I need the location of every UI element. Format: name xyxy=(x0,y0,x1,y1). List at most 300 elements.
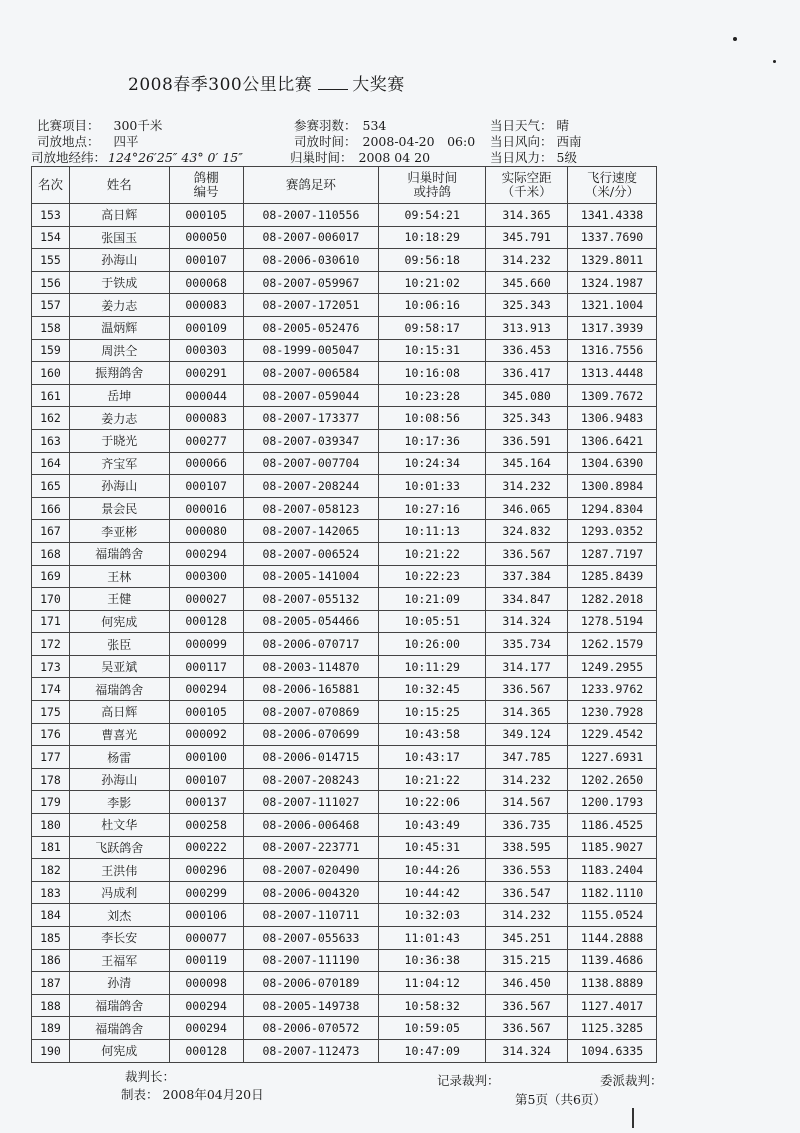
header-rank: 名次 xyxy=(32,167,70,204)
cell-rank: 186 xyxy=(32,949,70,972)
cell-return-time: 10:45:31 xyxy=(379,836,486,859)
table-row xyxy=(32,588,657,611)
cell-return-time: 10:15:31 xyxy=(379,339,486,362)
cell-distance: 345.660 xyxy=(486,271,568,294)
cell-ring-no: 08-2007-020490 xyxy=(243,859,379,882)
cell-loft-no: 000016 xyxy=(169,497,243,520)
page-title xyxy=(128,70,405,95)
cell-name: 高日辉 xyxy=(69,204,169,227)
cell-name: 温炳辉 xyxy=(69,316,169,339)
cell-name: 张国玉 xyxy=(69,226,169,249)
weather-value: 晴 xyxy=(556,118,570,133)
cell-distance: 345.791 xyxy=(486,226,568,249)
table-row xyxy=(32,655,657,678)
cell-name: 福瑞鸽舍 xyxy=(69,678,169,701)
cell-distance: 346.065 xyxy=(486,497,568,520)
cell-rank: 171 xyxy=(32,610,70,633)
cell-rank: 169 xyxy=(32,565,70,588)
cell-ring-no: 08-2007-111190 xyxy=(243,949,379,972)
cell-loft-no: 000027 xyxy=(169,588,243,611)
cell-rank: 190 xyxy=(32,1039,70,1062)
cell-speed: 1127.4017 xyxy=(568,994,657,1017)
cell-return-time: 10:44:26 xyxy=(379,859,486,882)
cell-return-time: 10:21:02 xyxy=(379,271,486,294)
race-item-label: 比赛项目： xyxy=(37,118,100,133)
release-time-label: 司放时间： xyxy=(294,134,357,149)
cell-rank: 172 xyxy=(32,633,70,656)
cell-speed: 1094.6335 xyxy=(568,1039,657,1062)
header-loft-no: 鸽棚 编号 xyxy=(169,167,243,204)
cell-distance: 345.251 xyxy=(486,927,568,950)
release-place-label: 司放地点： xyxy=(37,134,100,149)
cell-loft-no: 000083 xyxy=(169,407,243,430)
table-row xyxy=(32,723,657,746)
return-time-label: 归巢时间： xyxy=(290,150,353,165)
cell-rank: 167 xyxy=(32,520,70,543)
cell-return-time: 10:11:29 xyxy=(379,655,486,678)
cell-rank: 176 xyxy=(32,723,70,746)
cell-name: 飞跃鸽舍 xyxy=(69,836,169,859)
cell-rank: 163 xyxy=(32,429,70,452)
cell-speed: 1183.2404 xyxy=(568,859,657,882)
cell-ring-no: 08-2007-059967 xyxy=(243,271,379,294)
cell-speed: 1227.6931 xyxy=(568,746,657,769)
cell-name: 孙海山 xyxy=(69,475,169,498)
cell-distance: 314.232 xyxy=(486,249,568,272)
table-row xyxy=(32,1017,657,1040)
cell-rank: 153 xyxy=(32,204,70,227)
cell-loft-no: 000294 xyxy=(169,994,243,1017)
cell-rank: 179 xyxy=(32,791,70,814)
cell-distance: 314.365 xyxy=(486,204,568,227)
cell-speed: 1155.0524 xyxy=(568,904,657,927)
cell-return-time: 10:32:03 xyxy=(379,904,486,927)
return-time-value: 2008 04 20 xyxy=(358,150,431,165)
scan-speck xyxy=(773,60,776,63)
cell-distance: 314.232 xyxy=(486,475,568,498)
cell-loft-no: 000106 xyxy=(169,904,243,927)
cell-return-time: 10:27:16 xyxy=(379,497,486,520)
record-referee: 记录裁判： xyxy=(437,1073,500,1088)
header-name: 姓名 xyxy=(69,167,169,204)
table-row xyxy=(32,294,657,317)
cell-speed: 1182.1110 xyxy=(568,881,657,904)
cell-speed: 1309.7672 xyxy=(568,384,657,407)
cell-distance: 314.177 xyxy=(486,655,568,678)
table-row xyxy=(32,836,657,859)
table-row xyxy=(32,475,657,498)
cell-name: 福瑞鸽舍 xyxy=(69,542,169,565)
cell-rank: 183 xyxy=(32,881,70,904)
cell-distance: 337.384 xyxy=(486,565,568,588)
cell-ring-no: 08-2006-014715 xyxy=(243,746,379,769)
cell-return-time: 10:11:13 xyxy=(379,520,486,543)
table-row xyxy=(32,791,657,814)
cell-loft-no: 000092 xyxy=(169,723,243,746)
cell-speed: 1233.9762 xyxy=(568,678,657,701)
cell-speed: 1230.7928 xyxy=(568,701,657,724)
table-row xyxy=(32,814,657,837)
cell-return-time: 10:16:08 xyxy=(379,362,486,385)
cell-name: 孙海山 xyxy=(69,768,169,791)
cell-rank: 180 xyxy=(32,814,70,837)
weather-label: 当日天气： xyxy=(490,118,553,133)
cell-loft-no: 000100 xyxy=(169,746,243,769)
cell-speed: 1249.2955 xyxy=(568,655,657,678)
cell-name: 王洪伟 xyxy=(69,859,169,882)
cell-distance: 336.567 xyxy=(486,1017,568,1040)
cell-speed: 1229.4542 xyxy=(568,723,657,746)
table-row xyxy=(32,927,657,950)
cell-name: 吴亚斌 xyxy=(69,655,169,678)
cell-ring-no: 08-2007-110556 xyxy=(243,204,379,227)
table-row xyxy=(32,972,657,995)
cell-speed: 1294.8304 xyxy=(568,497,657,520)
cell-ring-no: 08-2006-004320 xyxy=(243,881,379,904)
cell-speed: 1262.1579 xyxy=(568,633,657,656)
cell-speed: 1317.3939 xyxy=(568,316,657,339)
cell-return-time: 09:58:17 xyxy=(379,316,486,339)
table-row xyxy=(32,678,657,701)
cell-ring-no: 08-2005-141004 xyxy=(243,565,379,588)
cell-distance: 314.324 xyxy=(486,610,568,633)
cell-ring-no: 08-2007-173377 xyxy=(243,407,379,430)
cell-rank: 158 xyxy=(32,316,70,339)
cell-speed: 1282.2018 xyxy=(568,588,657,611)
cell-return-time: 11:04:12 xyxy=(379,972,486,995)
cell-loft-no: 000117 xyxy=(169,655,243,678)
cell-rank: 177 xyxy=(32,746,70,769)
cell-rank: 170 xyxy=(32,588,70,611)
race-item-value: 300千米 xyxy=(113,118,163,133)
cell-ring-no: 08-2007-223771 xyxy=(243,836,379,859)
table-row xyxy=(32,339,657,362)
cell-rank: 181 xyxy=(32,836,70,859)
cell-distance: 336.417 xyxy=(486,362,568,385)
table-row xyxy=(32,226,657,249)
cell-ring-no: 08-2007-055633 xyxy=(243,927,379,950)
cell-ring-no: 08-2007-039347 xyxy=(243,429,379,452)
cell-name: 张臣 xyxy=(69,633,169,656)
cell-speed: 1185.9027 xyxy=(568,836,657,859)
cell-name: 何宪成 xyxy=(69,1039,169,1062)
table-row xyxy=(32,565,657,588)
cell-loft-no: 000303 xyxy=(169,339,243,362)
cell-ring-no: 08-2007-055132 xyxy=(243,588,379,611)
table-row xyxy=(32,949,657,972)
cell-return-time: 10:23:28 xyxy=(379,384,486,407)
cell-return-time: 10:21:22 xyxy=(379,542,486,565)
cell-rank: 175 xyxy=(32,701,70,724)
cell-name: 振翔鸽舍 xyxy=(69,362,169,385)
table-row xyxy=(32,904,657,927)
cell-loft-no: 000050 xyxy=(169,226,243,249)
cell-return-time: 10:06:16 xyxy=(379,294,486,317)
cell-name: 刘杰 xyxy=(69,904,169,927)
cell-loft-no: 000222 xyxy=(169,836,243,859)
cell-loft-no: 000099 xyxy=(169,633,243,656)
table-header-row xyxy=(32,167,657,204)
title-suffix: 大奖赛 xyxy=(352,75,405,95)
cell-rank: 156 xyxy=(32,271,70,294)
cell-return-time: 10:47:09 xyxy=(379,1039,486,1062)
cell-ring-no: 08-2006-070699 xyxy=(243,723,379,746)
cell-ring-no: 08-2007-007704 xyxy=(243,452,379,475)
cell-speed: 1304.6390 xyxy=(568,452,657,475)
cell-rank: 165 xyxy=(32,475,70,498)
cell-speed: 1306.9483 xyxy=(568,407,657,430)
cell-loft-no: 000109 xyxy=(169,316,243,339)
cell-rank: 161 xyxy=(32,384,70,407)
cell-ring-no: 08-2007-070869 xyxy=(243,701,379,724)
cell-speed: 1202.2650 xyxy=(568,768,657,791)
cell-distance: 345.080 xyxy=(486,384,568,407)
cell-rank: 164 xyxy=(32,452,70,475)
cell-speed: 1313.4448 xyxy=(568,362,657,385)
cell-distance: 325.343 xyxy=(486,294,568,317)
cell-loft-no: 000068 xyxy=(169,271,243,294)
cell-name: 姜力志 xyxy=(69,407,169,430)
cell-distance: 336.735 xyxy=(486,814,568,837)
cell-speed: 1306.6421 xyxy=(568,429,657,452)
cell-rank: 160 xyxy=(32,362,70,385)
wind-dir-value: 西南 xyxy=(556,134,582,149)
header-speed: 飞行速度 （米/分） xyxy=(568,167,657,204)
cell-loft-no: 000128 xyxy=(169,610,243,633)
cell-distance: 314.232 xyxy=(486,904,568,927)
cell-rank: 185 xyxy=(32,927,70,950)
cell-loft-no: 000299 xyxy=(169,881,243,904)
cell-rank: 173 xyxy=(32,655,70,678)
cell-distance: 324.832 xyxy=(486,520,568,543)
cell-speed: 1186.4525 xyxy=(568,814,657,837)
cell-speed: 1200.1793 xyxy=(568,791,657,814)
cell-name: 高日辉 xyxy=(69,701,169,724)
cell-ring-no: 08-2007-006584 xyxy=(243,362,379,385)
cell-return-time: 10:43:17 xyxy=(379,746,486,769)
table-row xyxy=(32,249,657,272)
cell-ring-no: 08-2007-112473 xyxy=(243,1039,379,1062)
cell-name: 杨雷 xyxy=(69,746,169,769)
coords-label: 司放地经纬： xyxy=(31,150,107,165)
cell-name: 姜力志 xyxy=(69,294,169,317)
cell-loft-no: 000107 xyxy=(169,249,243,272)
cell-distance: 336.547 xyxy=(486,881,568,904)
cell-loft-no: 000044 xyxy=(169,384,243,407)
cell-loft-no: 000277 xyxy=(169,429,243,452)
cell-name: 何宪成 xyxy=(69,610,169,633)
cell-rank: 168 xyxy=(32,542,70,565)
table-row xyxy=(32,429,657,452)
cell-distance: 345.164 xyxy=(486,452,568,475)
table-row xyxy=(32,452,657,475)
cell-ring-no: 08-2007-142065 xyxy=(243,520,379,543)
cell-return-time: 10:01:33 xyxy=(379,475,486,498)
table-row xyxy=(32,701,657,724)
cell-ring-no: 08-2007-208244 xyxy=(243,475,379,498)
cell-speed: 1329.8011 xyxy=(568,249,657,272)
cell-loft-no: 000128 xyxy=(169,1039,243,1062)
table-row xyxy=(32,362,657,385)
table-row xyxy=(32,520,657,543)
cell-ring-no: 08-2007-059044 xyxy=(243,384,379,407)
table-row xyxy=(32,610,657,633)
cell-loft-no: 000105 xyxy=(169,701,243,724)
header-ring-no: 赛鸽足环 xyxy=(243,167,379,204)
wind-force xyxy=(490,148,577,166)
cell-loft-no: 000098 xyxy=(169,972,243,995)
cell-rank: 184 xyxy=(32,904,70,927)
wind-force-value: 5级 xyxy=(556,150,577,165)
cell-name: 于晓光 xyxy=(69,429,169,452)
cell-return-time: 10:08:56 xyxy=(379,407,486,430)
cell-name: 齐宝军 xyxy=(69,452,169,475)
cell-return-time: 10:32:45 xyxy=(379,678,486,701)
cell-ring-no: 08-2007-058123 xyxy=(243,497,379,520)
cell-ring-no: 08-2005-054466 xyxy=(243,610,379,633)
prepared-by xyxy=(121,1085,264,1103)
table-row xyxy=(32,384,657,407)
cell-ring-no: 08-2006-070189 xyxy=(243,972,379,995)
cell-distance: 315.215 xyxy=(486,949,568,972)
cell-distance: 336.591 xyxy=(486,429,568,452)
header-return-time: 归巢时间 或持鸽 xyxy=(379,167,486,204)
cell-ring-no: 08-2006-070717 xyxy=(243,633,379,656)
cell-rank: 188 xyxy=(32,994,70,1017)
coords-value: 124°26′25″ 43° 0′ 15″ xyxy=(108,150,243,165)
cell-speed: 1139.4686 xyxy=(568,949,657,972)
cell-rank: 155 xyxy=(32,249,70,272)
cell-loft-no: 000300 xyxy=(169,565,243,588)
cell-return-time: 10:21:22 xyxy=(379,768,486,791)
cell-return-time: 10:59:05 xyxy=(379,1017,486,1040)
cell-return-time: 10:17:36 xyxy=(379,429,486,452)
cell-return-time: 10:58:32 xyxy=(379,994,486,1017)
cell-speed: 1341.4338 xyxy=(568,204,657,227)
cell-distance: 314.324 xyxy=(486,1039,568,1062)
cell-loft-no: 000296 xyxy=(169,859,243,882)
dispatch-referee: 委派裁判： xyxy=(600,1073,663,1088)
cell-return-time: 10:05:51 xyxy=(379,610,486,633)
cell-loft-no: 000294 xyxy=(169,542,243,565)
cell-name: 杜文华 xyxy=(69,814,169,837)
cell-return-time: 09:56:18 xyxy=(379,249,486,272)
cell-distance: 336.567 xyxy=(486,542,568,565)
cell-rank: 157 xyxy=(32,294,70,317)
cell-distance: 349.124 xyxy=(486,723,568,746)
cell-rank: 166 xyxy=(32,497,70,520)
cell-return-time: 10:43:58 xyxy=(379,723,486,746)
cell-loft-no: 000066 xyxy=(169,452,243,475)
cell-return-time: 10:36:38 xyxy=(379,949,486,972)
cell-distance: 346.450 xyxy=(486,972,568,995)
cell-rank: 189 xyxy=(32,1017,70,1040)
cell-name: 王健 xyxy=(69,588,169,611)
cell-loft-no: 000291 xyxy=(169,362,243,385)
cell-distance: 314.567 xyxy=(486,791,568,814)
cell-loft-no: 000083 xyxy=(169,294,243,317)
cell-name: 福瑞鸽舍 xyxy=(69,1017,169,1040)
cell-ring-no: 08-2006-006468 xyxy=(243,814,379,837)
cell-return-time: 10:22:06 xyxy=(379,791,486,814)
cell-return-time: 10:22:23 xyxy=(379,565,486,588)
cell-name: 周洪仝 xyxy=(69,339,169,362)
table-row xyxy=(32,881,657,904)
cell-ring-no: 08-2007-110711 xyxy=(243,904,379,927)
table-row xyxy=(32,497,657,520)
entries-value: 534 xyxy=(362,118,387,133)
cell-distance: 314.365 xyxy=(486,701,568,724)
cell-loft-no: 000294 xyxy=(169,678,243,701)
cell-loft-no: 000080 xyxy=(169,520,243,543)
cell-speed: 1125.3285 xyxy=(568,1017,657,1040)
page-number: 第5页（共6页） xyxy=(515,1092,606,1107)
table-row xyxy=(32,204,657,227)
cell-ring-no: 08-2007-172051 xyxy=(243,294,379,317)
cell-name: 李长安 xyxy=(69,927,169,950)
cell-ring-no: 08-2007-006524 xyxy=(243,542,379,565)
cell-loft-no: 000258 xyxy=(169,814,243,837)
cell-distance: 347.785 xyxy=(486,746,568,769)
table-row xyxy=(32,542,657,565)
cell-rank: 162 xyxy=(32,407,70,430)
cell-speed: 1144.2888 xyxy=(568,927,657,950)
cell-name: 王福军 xyxy=(69,949,169,972)
cell-speed: 1300.8984 xyxy=(568,475,657,498)
prepared-label: 制表： xyxy=(121,1087,159,1102)
return-time xyxy=(290,148,430,166)
cell-speed: 1278.5194 xyxy=(568,610,657,633)
cell-speed: 1324.1987 xyxy=(568,271,657,294)
cell-name: 景会民 xyxy=(69,497,169,520)
cell-return-time: 09:54:21 xyxy=(379,204,486,227)
cell-return-time: 10:18:29 xyxy=(379,226,486,249)
cell-name: 孙海山 xyxy=(69,249,169,272)
cell-loft-no: 000107 xyxy=(169,768,243,791)
cell-name: 岳坤 xyxy=(69,384,169,407)
cell-ring-no: 08-2007-111027 xyxy=(243,791,379,814)
cell-rank: 154 xyxy=(32,226,70,249)
cell-name: 冯成利 xyxy=(69,881,169,904)
cell-rank: 187 xyxy=(32,972,70,995)
cell-distance: 335.734 xyxy=(486,633,568,656)
cell-distance: 314.232 xyxy=(486,768,568,791)
cell-loft-no: 000077 xyxy=(169,927,243,950)
wind-force-label: 当日风力： xyxy=(490,150,553,165)
title-main: 2008春季300公里比赛 xyxy=(128,75,313,95)
table-row xyxy=(32,316,657,339)
release-time-value: 2008-04-20 06:0 xyxy=(362,134,476,149)
cell-name: 于铁成 xyxy=(69,271,169,294)
table-row xyxy=(32,271,657,294)
cell-name: 李影 xyxy=(69,791,169,814)
results-table xyxy=(31,166,657,1063)
table-row xyxy=(32,746,657,769)
cell-rank: 178 xyxy=(32,768,70,791)
table-row xyxy=(32,859,657,882)
cell-rank: 182 xyxy=(32,859,70,882)
cell-rank: 174 xyxy=(32,678,70,701)
cell-distance: 336.567 xyxy=(486,994,568,1017)
cell-ring-no: 08-2007-006017 xyxy=(243,226,379,249)
cell-loft-no: 000107 xyxy=(169,475,243,498)
release-coords xyxy=(31,148,243,166)
cell-speed: 1287.7197 xyxy=(568,542,657,565)
cell-loft-no: 000294 xyxy=(169,1017,243,1040)
cell-ring-no: 08-2005-149738 xyxy=(243,994,379,1017)
cell-rank: 159 xyxy=(32,339,70,362)
referee-chief: 裁判长： xyxy=(125,1069,176,1084)
